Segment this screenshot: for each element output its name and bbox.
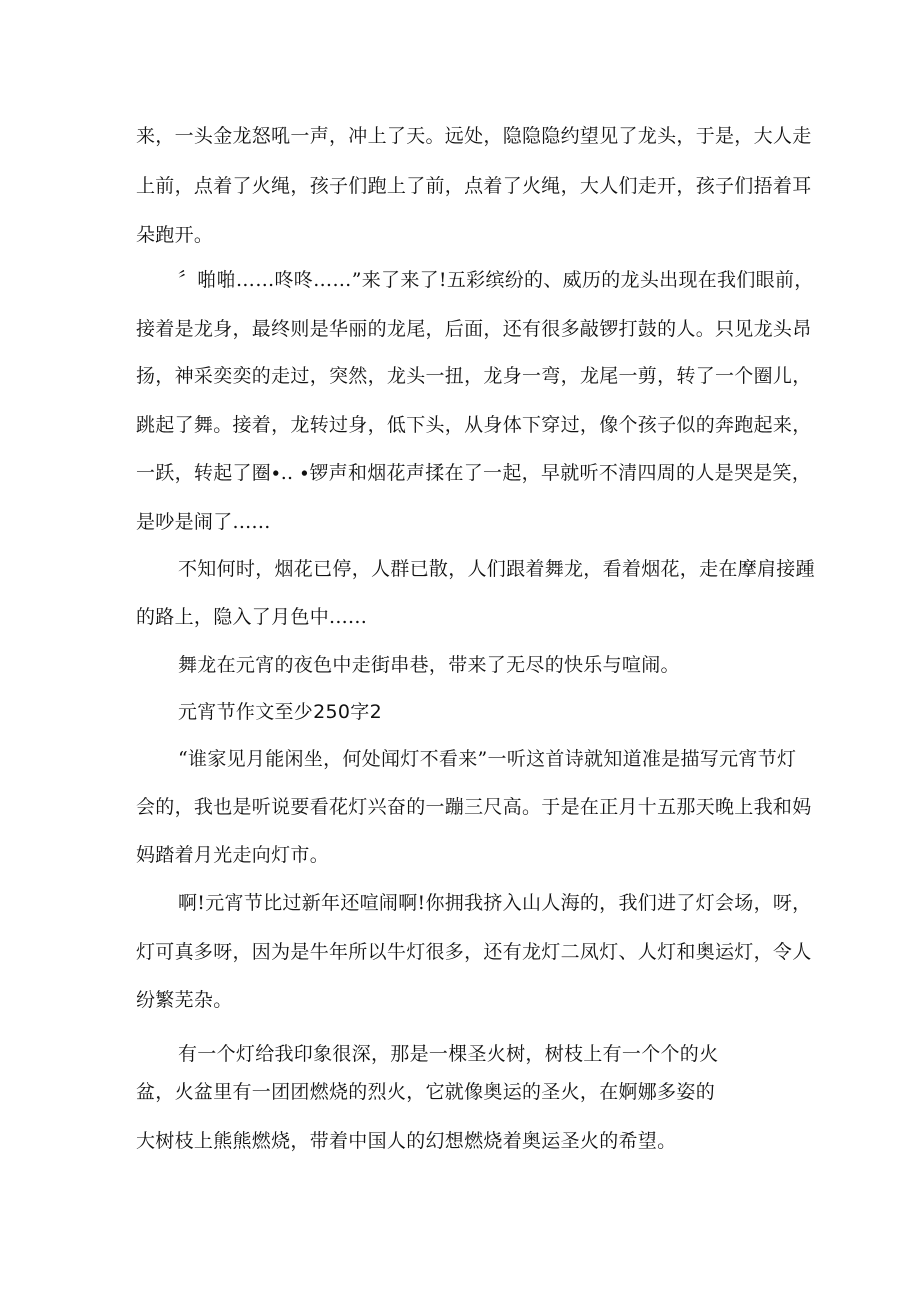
paragraph-line: 是吵是闹了...... xyxy=(136,511,271,533)
paragraph-line: 盆，火盆里有一团团燃烧的烈火，它就像奥运的圣火，在婀娜多姿的 xyxy=(136,1081,716,1103)
paragraph-line: 舞龙在元宵的夜色中走街串巷，带来了无尽的快乐与喧闹。 xyxy=(178,654,680,676)
paragraph-line: 不知何时，烟花已停，人群已散，人们跟着舞龙，看着烟花，走在摩肩接踵 xyxy=(178,558,815,580)
section-heading: 元宵节作文至少250字2 xyxy=(178,701,382,723)
paragraph-line: 纷繁芜杂。 xyxy=(136,989,233,1011)
paragraph-line: 啊!元宵节比过新年还喧闹啊!你拥我挤入山人海的，我们进了灯会场，呀， xyxy=(178,892,812,914)
paragraph-line: 一跃，转起了圈∙.. ∙锣声和烟花声揉在了一起，早就听不清四周的人是哭是笑， xyxy=(136,462,812,484)
paragraph-line: 有一个灯给我印象很深，那是一棵圣火树，树枝上有一个个的火 xyxy=(178,1043,719,1065)
paragraph-line: 上前，点着了火绳，孩子们跑上了前，点着了火绳，大人们走开，孩子们捂着耳 xyxy=(136,175,812,197)
paragraph-line: 大树枝上熊熊燃烧，带着中国人的幻想燃烧着奥运圣火的希望。 xyxy=(136,1130,677,1152)
paragraph-line: 会的，我也是听说要看花灯兴奋的一蹦三尺高。于是在正月十五那天晚上我和妈 xyxy=(136,796,812,818)
paragraph-line: 妈踏着月光走向灯市。 xyxy=(136,844,330,866)
paragraph-line: 跳起了舞。接着，龙转过身，低下头，从身体下穿过，像个孩子似的奔跑起来， xyxy=(136,414,812,436)
paragraph-line: 接着是龙身，最终则是华丽的龙尾，后面，还有很多敲锣打鼓的人。只见龙头昂 xyxy=(136,318,812,340)
paragraph-line: 来，一头金龙怒吼一声，冲上了天。远处，隐隐隐约望见了龙头，于是，大人走 xyxy=(136,125,812,147)
paragraph-line: “谁家见月能闲坐，何处闻灯不看来”一听这首诗就知道准是描写元宵节灯 xyxy=(178,748,797,770)
paragraph-line: 朵跑开。 xyxy=(136,224,214,246)
paragraph-line: 扬，神采奕奕的走过，突然，龙头一扭，龙身一弯，龙尾一剪，转了一个圈儿， xyxy=(136,365,812,387)
paragraph-line: 的路上，隐入了月色中...... xyxy=(136,606,368,628)
paragraph-line: 〞啪啪……咚咚……”来了来了!五彩缤纷的、威历的龙头出现在我们眼前， xyxy=(178,269,814,291)
paragraph-line: 灯可真多呀，因为是牛年所以牛灯很多，还有龙灯二凤灯、人灯和奥运灯，令人 xyxy=(136,941,812,963)
